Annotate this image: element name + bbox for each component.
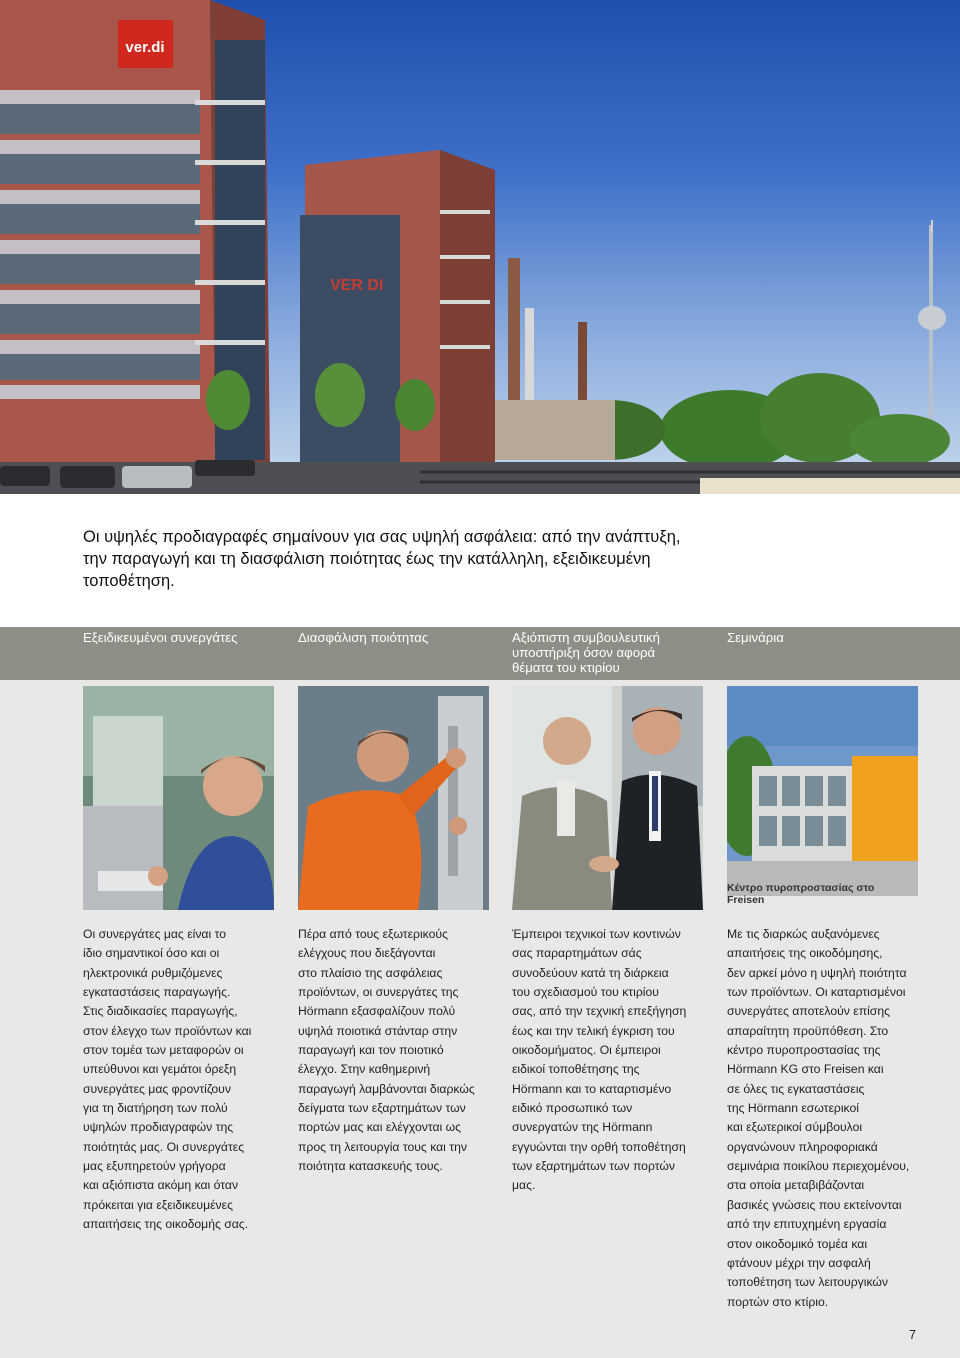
topic-bar [0, 627, 960, 680]
hero-illustration [0, 0, 960, 494]
topic-line: θέματα του κτιρίου [512, 660, 620, 675]
text-line: ελέγχους που διεξάγονται [298, 946, 436, 961]
text-line: σας, από την τεχνική επεξήγηση [512, 1004, 687, 1019]
text-line: ειδικοί τοποθέτησης της [512, 1062, 640, 1077]
headline-line: τοποθέτηση. [83, 572, 175, 590]
text-line: πορτών μας και ελέγχονται ως [298, 1120, 461, 1135]
building-sign-text: ver.di [125, 39, 165, 56]
photo-inspector-orange-overall [298, 686, 489, 910]
glass-sign-text: VER DI [330, 277, 384, 294]
text-line: προς τη λειτουργία τους και την [298, 1139, 467, 1154]
text-line: έλεγχο. Στην καθημερινή [298, 1062, 431, 1077]
text-line: και εξωτερικοί σύμβουλοι [727, 1120, 863, 1135]
text-line: πορτών στο κτίριο. [727, 1294, 829, 1309]
column-quality-text [298, 925, 498, 1176]
text-line: κέντρο πυροπροστασίας της [727, 1043, 881, 1058]
headline-line: Οι υψηλές προδιαγραφές σημαίνουν για σας υψηλή ασφάλεια: από την ανάπτυξη, [83, 528, 681, 546]
column-partners-text [83, 925, 283, 1235]
hero-photo-berlin-buildings [0, 0, 960, 494]
text-line: απαιτήσεις της οικοδόμησης, [727, 946, 883, 961]
text-line: ειδικό προσωπικό των [512, 1101, 633, 1116]
text-line: Hörmann KG στο Freisen και [727, 1062, 884, 1077]
text-line: Πέρα από τους εξωτερικούς [298, 927, 448, 941]
text-line: ποιότητάς μας. Οι συνεργάτες [83, 1139, 245, 1154]
text-line: συνεργάτες αποτελούν επίσης [727, 1004, 890, 1019]
photo-worker-at-control-panel [83, 686, 274, 910]
text-line: της Hörmann εσωτερικοί [727, 1101, 859, 1116]
text-line: του σχεδιασμού του κτιρίου [512, 985, 659, 1000]
text-line: των εξαρτημάτων των πορτών [512, 1159, 675, 1174]
text-line: υπεύθυνοι και γεμάτοι όρεξη [83, 1062, 237, 1077]
text-line: Hörmann και το καταρτισμένο [512, 1081, 672, 1096]
headline-line: την παραγωγή και τη διασφάλιση ποιότητας έως την κατάλληλη, εξειδικευμένη [83, 550, 651, 568]
text-line: εγγυώνται την ορθή τοποθέτηση [512, 1139, 686, 1154]
text-line: έως και την τελική έγκριση του [512, 1023, 675, 1038]
topic-specialist-partners [83, 630, 237, 645]
text-line: από την επιτυχημένη εργασία [727, 1217, 887, 1232]
page-headline [83, 526, 763, 592]
photo-caption: Κέντρο πυροπροστασίας στο Freisen [727, 882, 875, 906]
page-number: 7 [909, 1328, 916, 1342]
topic-seminars [727, 630, 784, 645]
text-line: σε όλες τις εγκαταστάσεις [727, 1081, 865, 1096]
text-line: οικοδομήματος. Οι έμπειροι [512, 1043, 661, 1058]
text-line: εγκαταστάσεις παραγωγής. [83, 985, 231, 1000]
topic-line: Διασφάλιση ποιότητας [298, 630, 429, 645]
topic-line: υποστήριξη όσον αφορά [512, 645, 656, 660]
text-line: ίδιο σημαντικοί όσο και οι [83, 946, 220, 961]
text-line: μας εξυπηρετούν γρήγορα [83, 1159, 226, 1174]
text-line: των προϊόντων. Οι καταρτισμένοι [727, 985, 906, 1000]
column-seminars-text [727, 925, 927, 1312]
text-line: Hörmann εξασφαλίζουν πολύ [298, 1004, 456, 1019]
text-line: για τη διατήρηση των πολύ [83, 1101, 228, 1116]
text-line: συνοδεύουν κατά τη διάρκεια [512, 965, 669, 980]
text-line: τοποθέτηση των λειτουργικών [727, 1275, 888, 1290]
photo-fire-protection-centre [727, 686, 918, 910]
text-line: στον έλεγχο των προϊόντων και [83, 1023, 252, 1038]
text-line: και αξιόπιστα ακόμη και όταν [83, 1178, 239, 1193]
text-line: Οι συνεργάτες μας είναι το [83, 927, 226, 941]
text-line: ηλεκτρονικά ρυθμιζόμενες [83, 965, 223, 980]
topic-line: Σεμινάρια [727, 630, 784, 645]
text-line: Στις διαδικασίες παραγωγής, [83, 1004, 238, 1019]
topic-quality-assurance [298, 630, 428, 645]
text-line: Έμπειροι τεχνικοί των κοντινών [512, 927, 681, 941]
text-line: σας παραρτημάτων σάς [512, 946, 642, 961]
text-line: υψηλών προδιαγραφών της [83, 1120, 234, 1135]
text-line: σεμινάρια ποικίλου περιεχομένου, [727, 1159, 910, 1174]
text-line: στο πλαίσιο της ασφάλειας [298, 965, 443, 980]
text-line: φτάνουν μέχρι την ασφαλή [727, 1255, 871, 1270]
topic-consulting-support [512, 630, 660, 675]
text-line: δεν αρκεί μόνο η υψηλή ποιότητα [727, 965, 907, 980]
text-line: στον τομέα των μεταφορών οι [83, 1043, 244, 1058]
text-line: Με τις διαρκώς αυξανόμενες [727, 927, 880, 941]
text-line: συνεργάτες μας φροντίζουν [83, 1081, 231, 1096]
text-line: απαιτήσεις της οικοδομής σας. [83, 1217, 249, 1232]
text-line: προϊόντων, οι συνεργάτες της [298, 985, 459, 1000]
topic-line: Αξιόπιστη συμβουλευτική [512, 630, 660, 645]
text-line: πρόκειται για εξειδικευμένες [83, 1197, 233, 1212]
text-line: παραγωγή και τον ποιοτικό [298, 1043, 444, 1058]
column-consulting-text [512, 925, 712, 1196]
text-line: βασικές γνώσεις που εκτείνονται [727, 1197, 902, 1212]
photo-handshake-consultants [512, 686, 703, 910]
text-line: οργανώνουν πληροφοριακά [727, 1139, 878, 1154]
text-line: στον οικοδομικό τομέα και [727, 1236, 868, 1251]
text-line: μας. [512, 1178, 536, 1193]
text-line: ποιότητα κατασκευής τους. [298, 1159, 443, 1174]
text-line: συνεργατών της Hörmann [512, 1120, 653, 1135]
text-line: υψηλά ποιοτικά στάνταρ στην [298, 1023, 458, 1038]
text-line: απαραίτητη προϋπόθεση. Στο [727, 1023, 889, 1038]
text-line: στα οποία μεταβιβάζονται [727, 1178, 865, 1193]
text-line: δείγματα των εξαρτημάτων των [298, 1101, 466, 1116]
topic-line: Εξειδικευμένοι συνεργάτες [83, 630, 238, 645]
text-line: παραγωγή λαμβάνονται διαρκώς [298, 1081, 475, 1096]
